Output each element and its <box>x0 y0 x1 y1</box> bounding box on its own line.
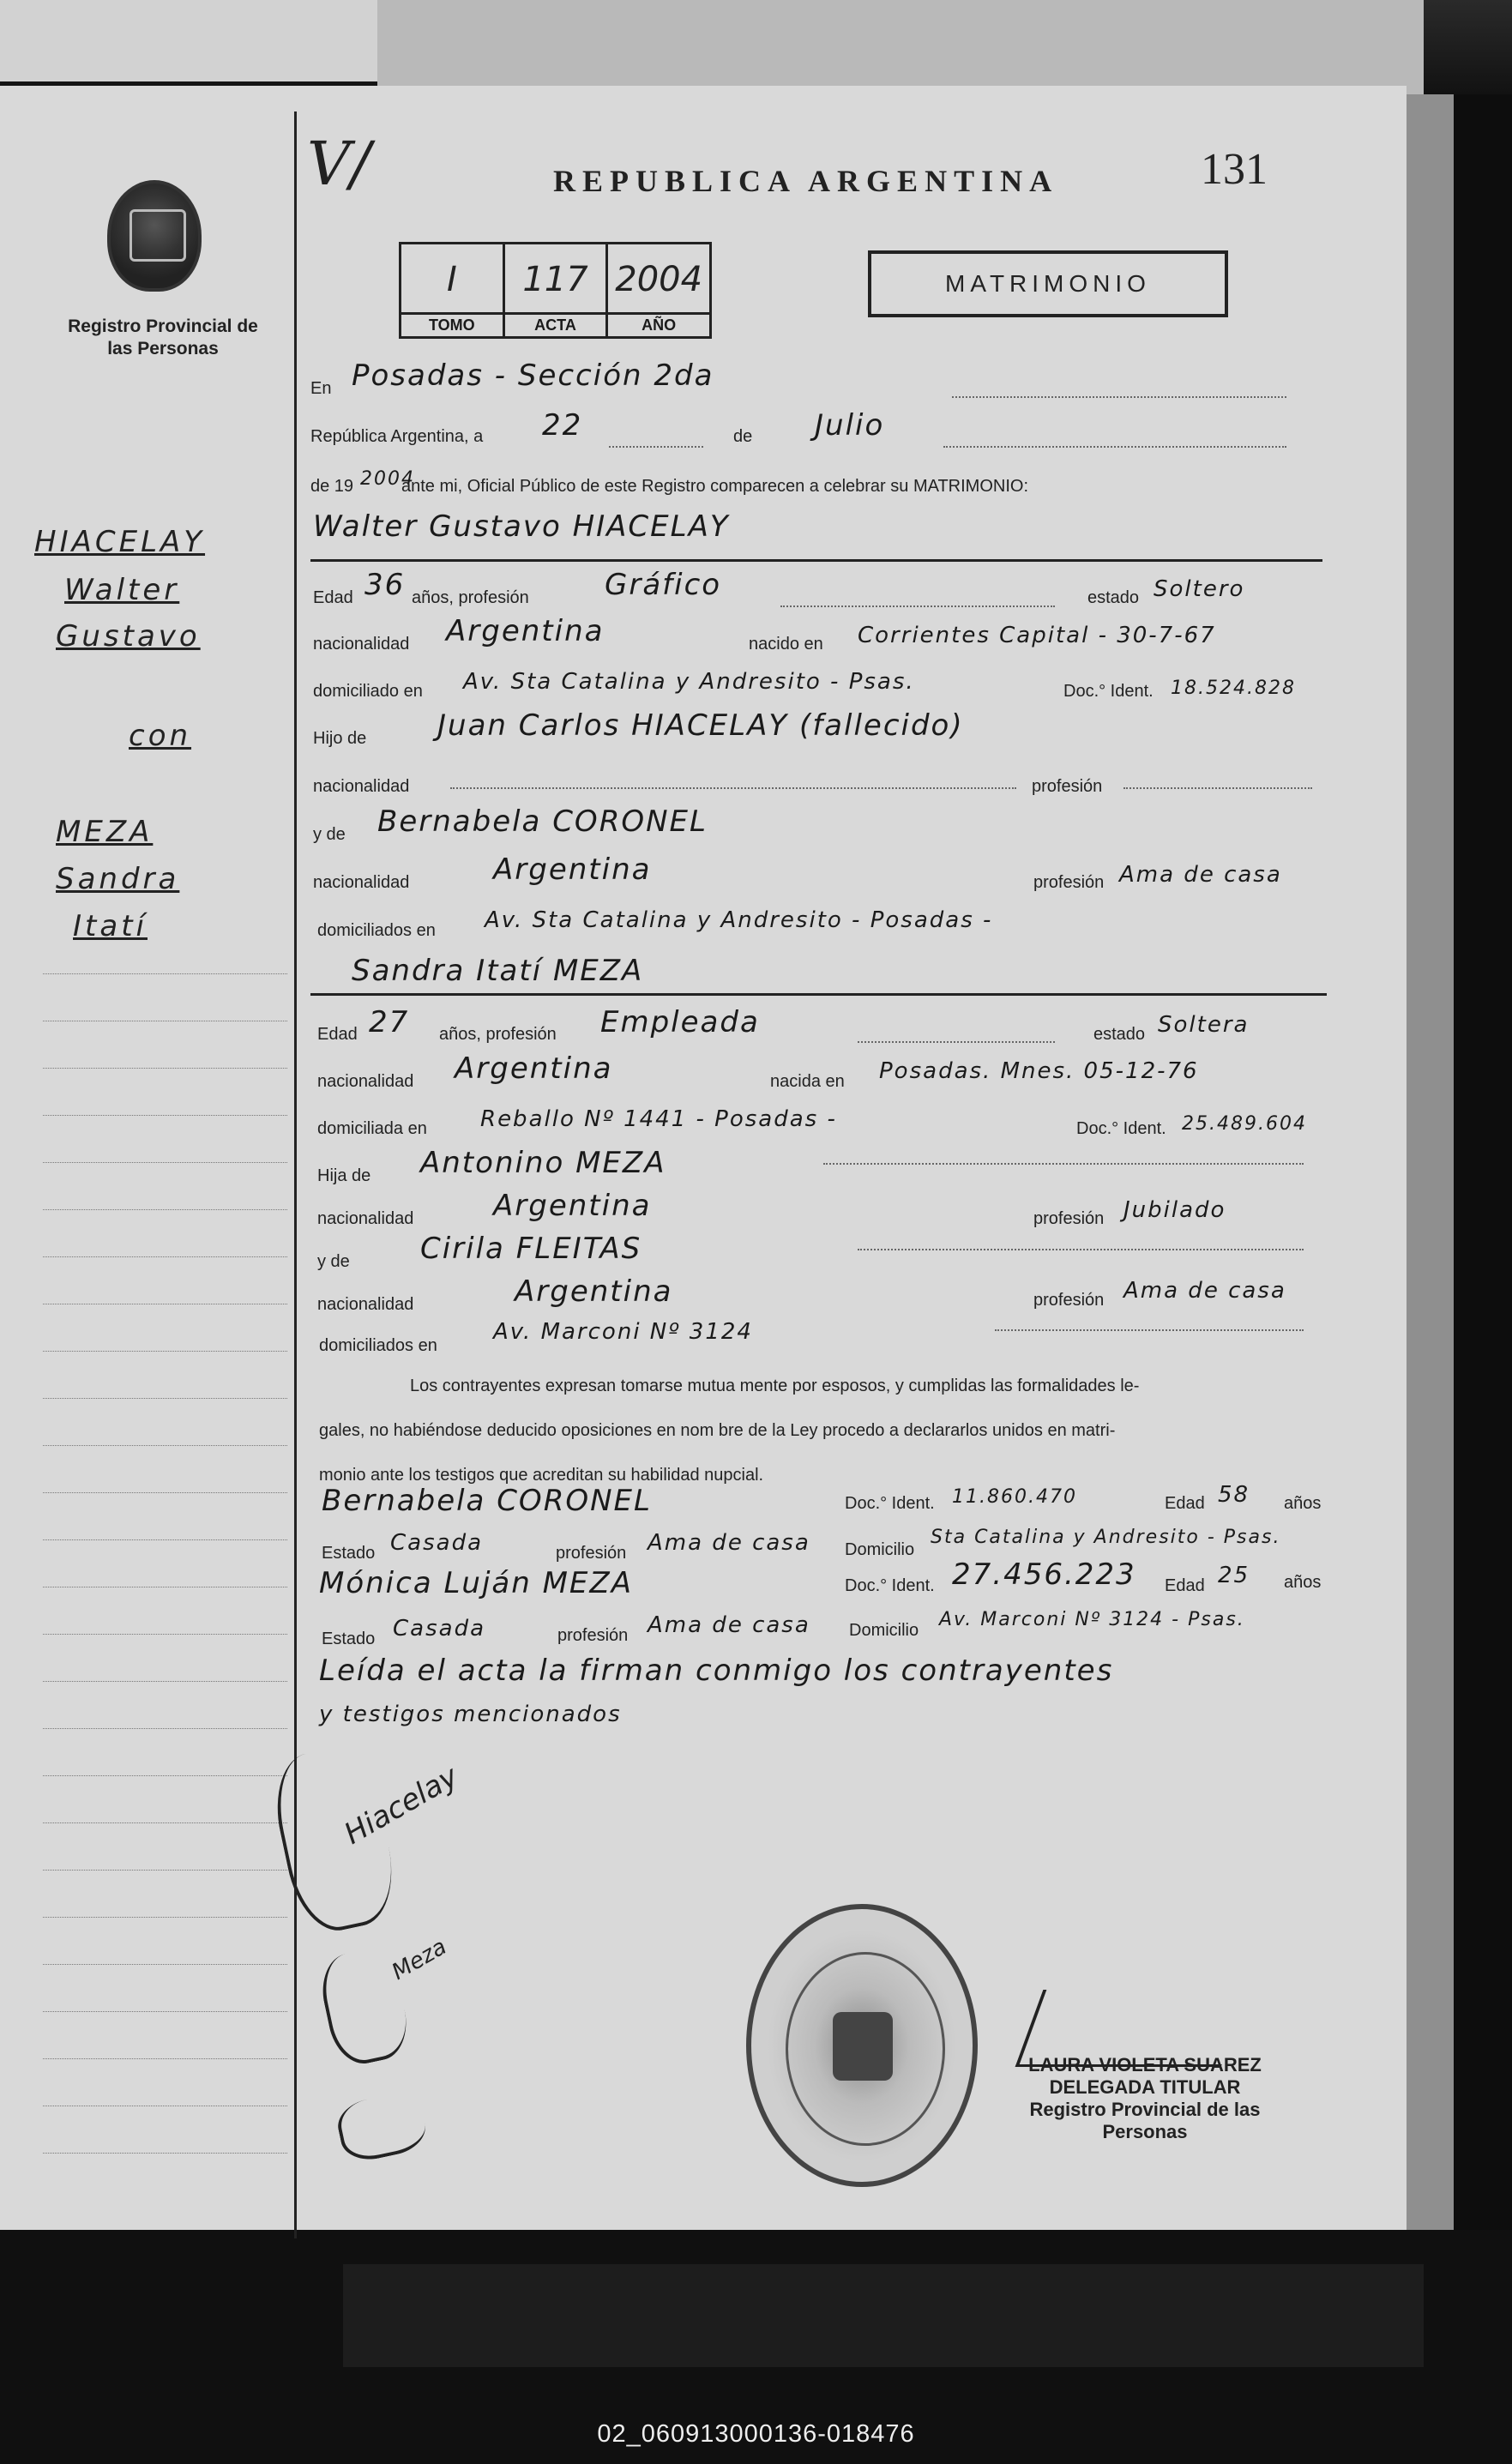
ano-cell <box>608 244 709 336</box>
bride-estado: Soltera <box>1158 1012 1250 1038</box>
witness-1-anos-label: años <box>1284 1494 1322 1513</box>
bride-age: 27 <box>369 1005 410 1039</box>
bride-nacida-label: nacida en <box>770 1072 845 1091</box>
groom-name: Walter Gustavo HIACELAY <box>313 509 730 544</box>
coat-of-arms-icon <box>107 180 202 292</box>
bride-mother-nationality: Argentina <box>515 1274 673 1309</box>
bride-profession: Empleada <box>600 1005 760 1039</box>
groom-nationality: Argentina <box>446 614 605 648</box>
bride-edad-label: Edad <box>317 1025 358 1044</box>
margin-rule <box>43 1209 287 1210</box>
witness-2-edad-label: Edad <box>1165 1576 1205 1595</box>
bride-domiciliada-label: domiciliada en <box>317 1119 427 1138</box>
groom-mother-nat-label: nacionalidad <box>313 873 410 892</box>
margin-note-con: con <box>129 719 192 753</box>
groom-nacionalidad-label: nacionalidad <box>313 635 410 654</box>
groom-estado: Soltero <box>1154 576 1245 602</box>
dotted-line <box>943 446 1286 448</box>
groom-birthplace: Corrientes Capital - 30-7-67 <box>858 623 1216 648</box>
bride-father-profession: Jubilado <box>1123 1197 1226 1223</box>
bride-father: Antonino MEZA <box>420 1146 666 1180</box>
margin-note-bride-first-name: Sandra <box>56 862 180 896</box>
groom-mother-prof-label: profesión <box>1033 873 1105 892</box>
signature-groom-text: Hiacelay <box>338 1759 465 1852</box>
margin-rule <box>43 1256 287 1257</box>
year-value: 2004 <box>360 468 415 490</box>
groom-edad-label: Edad <box>313 588 353 607</box>
witness-1-age: 58 <box>1218 1482 1250 1508</box>
groom-age: 36 <box>364 568 406 602</box>
witness-1-estado-label: Estado <box>322 1544 376 1563</box>
witness-2-doc: 27.456.223 <box>952 1557 1136 1592</box>
day-value: 22 <box>542 408 583 443</box>
bride-profesion-label: años, profesión <box>439 1025 557 1044</box>
en-label: En <box>310 379 332 398</box>
declaration-line-3: monio ante los testigos que acreditan su habilidad nupcial. <box>319 1466 764 1485</box>
closing-line-1: Leída el acta la firman conmigo los contrayentes <box>319 1654 1114 1688</box>
bride-mother-prof-label: profesión <box>1033 1291 1105 1310</box>
groom-domiciliado-label: domiciliado en <box>313 682 423 701</box>
margin-note-bride-surname: MEZA <box>56 815 154 849</box>
witness-1-doc-label: Doc.° Ident. <box>845 1494 935 1513</box>
margin-note-first-name: Walter <box>64 573 180 607</box>
acta-label: ACTA <box>505 312 606 336</box>
groom-father-prof-label: profesión <box>1032 777 1103 796</box>
witness-2-address: Av. Marconi Nº 3124 - Psas. <box>939 1609 1245 1630</box>
margin-divider <box>294 111 297 2238</box>
bride-mother-nat-label: nacionalidad <box>317 1295 414 1314</box>
bride-doc-label: Doc.° Ident. <box>1076 1119 1166 1138</box>
bride-domiciliados-label: domiciliados en <box>319 1336 437 1355</box>
acta-value: 117 <box>522 260 588 299</box>
margin-rule <box>43 1398 287 1399</box>
dotted-line <box>823 1163 1304 1165</box>
margin-rule <box>43 1351 287 1352</box>
de-label: de <box>733 427 753 446</box>
bride-mother: Cirila FLEITAS <box>420 1232 642 1266</box>
tomo-value: I <box>446 260 457 299</box>
witness-2-name: Mónica Luján MEZA <box>319 1566 633 1600</box>
bride-name: Sandra Itatí MEZA <box>352 954 644 988</box>
acta-cell <box>505 244 609 336</box>
groom-y-de-label: y de <box>313 825 346 844</box>
officer-name: LAURA VIOLETA SUAREZ <box>1028 2054 1262 2075</box>
margin-rule <box>43 1115 287 1116</box>
margin-rule <box>43 1492 287 1493</box>
groom-estado-label: estado <box>1087 588 1140 607</box>
ano-value: 2004 <box>615 260 703 299</box>
margin-rule <box>43 1822 287 1823</box>
scan-bottom-shadow <box>343 2264 1424 2367</box>
groom-hijo-label: Hijo de <box>313 729 367 748</box>
margin-rule <box>43 1539 287 1540</box>
previous-page-edge-right <box>377 0 1424 94</box>
bride-estado-label: estado <box>1093 1025 1146 1044</box>
declaration-line-1: Los contrayentes expresan tomarse mutua mente por esposos, y cumplidas las formalidades le- <box>410 1377 1140 1395</box>
witness-2-anos-label: años <box>1284 1573 1322 1592</box>
bride-birthplace: Posadas. Mnes. 05-12-76 <box>879 1058 1199 1084</box>
bride-parents-address: Av. Marconi Nº 3124 <box>493 1319 753 1345</box>
bride-address: Reballo Nº 1441 - Posadas - <box>480 1106 837 1132</box>
groom-father: Juan Carlos HIACELAY (fallecido) <box>437 708 964 743</box>
officer-office: Registro Provincial de las Personas <box>1029 2099 1261 2142</box>
tomo-cell <box>401 244 505 336</box>
witness-1-profesion-label: profesión <box>556 1544 627 1563</box>
witness-2-profesion-label: profesión <box>557 1626 629 1645</box>
declaration-line-2: gales, no habiéndose deducido oposiciones en nom bre de la Ley procedo a declararlos unidos en matri- <box>319 1421 1116 1440</box>
tomo-label: TOMO <box>401 312 503 336</box>
margin-rule <box>43 1870 287 1871</box>
registry-seal-stamp <box>746 1904 978 2187</box>
dotted-line <box>1123 787 1312 789</box>
groom-father-nat-label: nacionalidad <box>313 777 410 796</box>
margin-rule <box>43 1445 287 1446</box>
dotted-line <box>952 396 1286 398</box>
groom-profession: Gráfico <box>605 568 722 602</box>
dotted-line <box>995 1329 1304 1331</box>
bride-doc: 25.489.604 <box>1182 1113 1307 1135</box>
margin-rule <box>43 1917 287 1918</box>
groom-mother-profession: Ama de casa <box>1119 862 1282 888</box>
witness-2-profession: Ama de casa <box>648 1612 810 1638</box>
margin-note-middle-name: Gustavo <box>56 619 201 654</box>
margin-note-surname: HIACELAY <box>34 525 206 559</box>
republica-label: República Argentina, a <box>310 427 484 446</box>
section-divider <box>310 559 1322 562</box>
groom-mother-nationality: Argentina <box>493 852 652 887</box>
bride-father-nationality: Argentina <box>493 1189 652 1223</box>
witness-1-domicilio-label: Domicilio <box>845 1540 915 1559</box>
dotted-line <box>780 605 1055 607</box>
witness-1-name: Bernabela CORONEL <box>322 1484 652 1518</box>
dotted-line <box>450 787 1016 789</box>
dotted-line <box>609 446 703 448</box>
witness-2-doc-label: Doc.° Ident. <box>845 1576 935 1595</box>
witness-1-profession: Ama de casa <box>648 1530 810 1556</box>
margin-rule <box>43 973 287 974</box>
margin-rule <box>43 2011 287 2012</box>
margin-rule <box>43 1728 287 1729</box>
place-value: Posadas - Sección 2da <box>352 358 714 393</box>
country-heading: REPUBLICA ARGENTINA <box>553 164 1059 198</box>
closing-line-2: y testigos mencionados <box>319 1702 622 1727</box>
margin-rule <box>43 1681 287 1682</box>
groom-doc-label: Doc.° Ident. <box>1063 682 1154 701</box>
groom-parents-address: Av. Sta Catalina y Andresito - Posadas - <box>485 907 993 933</box>
page-stack-edge <box>1407 94 1454 2238</box>
margin-rule <box>43 2058 287 2059</box>
previous-page-edge <box>0 0 377 81</box>
month-value: Julio <box>815 408 885 443</box>
groom-profesion-label: años, profesión <box>412 588 529 607</box>
signature-bride-text: Meza <box>388 1934 451 1985</box>
witness-1-estado: Casada <box>390 1530 484 1556</box>
witness-1-address: Sta Catalina y Andresito - Psas. <box>931 1527 1281 1548</box>
witness-2-domicilio-label: Domicilio <box>849 1621 919 1640</box>
witness-2-age: 25 <box>1218 1563 1250 1588</box>
witness-1-doc: 11.860.470 <box>952 1486 1077 1508</box>
registry-name: Registro Provincial de las Personas <box>68 316 258 358</box>
intro-tail-text: ante mi, Oficial Público de este Registro comparecen a celebrar su MATRIMONIO: <box>401 477 1029 496</box>
dotted-line <box>858 1041 1055 1043</box>
groom-domiciliados-label: domiciliados en <box>317 921 436 940</box>
margin-rule <box>43 1634 287 1635</box>
witness-2-estado-label: Estado <box>322 1630 376 1648</box>
act-type-box: MATRIMONIO <box>868 250 1228 317</box>
margin-rule <box>43 2153 287 2154</box>
bride-father-prof-label: profesión <box>1033 1209 1105 1228</box>
officer-title: DELEGADA TITULAR <box>1049 2076 1241 2098</box>
bride-mother-profession: Ama de casa <box>1123 1278 1286 1304</box>
ano-label: AÑO <box>608 312 709 336</box>
margin-rule <box>43 1964 287 1965</box>
margin-note-bride-middle-name: Itatí <box>73 909 148 943</box>
bride-y-de-label: y de <box>317 1252 350 1271</box>
scan-identifier: 02_060913000136-018476 <box>597 2420 915 2448</box>
year-prefix-label: de 19 <box>310 477 354 496</box>
groom-mother: Bernabela CORONEL <box>377 804 708 839</box>
dotted-line <box>858 1249 1304 1250</box>
record-box <box>399 242 712 339</box>
witness-1-edad-label: Edad <box>1165 1494 1205 1513</box>
page-number: 131 <box>1201 145 1268 194</box>
groom-address: Av. Sta Catalina y Andresito - Psas. <box>463 669 915 695</box>
groom-nacido-label: nacido en <box>749 635 823 654</box>
groom-doc: 18.524.828 <box>1171 678 1296 699</box>
witness-2-estado: Casada <box>393 1616 486 1642</box>
margin-rule <box>43 1068 287 1069</box>
bride-nacionalidad-label: nacionalidad <box>317 1072 414 1091</box>
bride-nationality: Argentina <box>455 1051 613 1086</box>
bride-hija-label: Hija de <box>317 1166 371 1185</box>
top-handwritten-mark: V/ <box>307 129 371 199</box>
bride-father-nat-label: nacionalidad <box>317 1209 414 1228</box>
margin-rule <box>43 1162 287 1163</box>
section-divider <box>310 993 1327 996</box>
officer-stamp <box>1003 2054 1286 2143</box>
left-margin-column <box>0 86 296 2230</box>
margin-rule <box>43 1775 287 1776</box>
